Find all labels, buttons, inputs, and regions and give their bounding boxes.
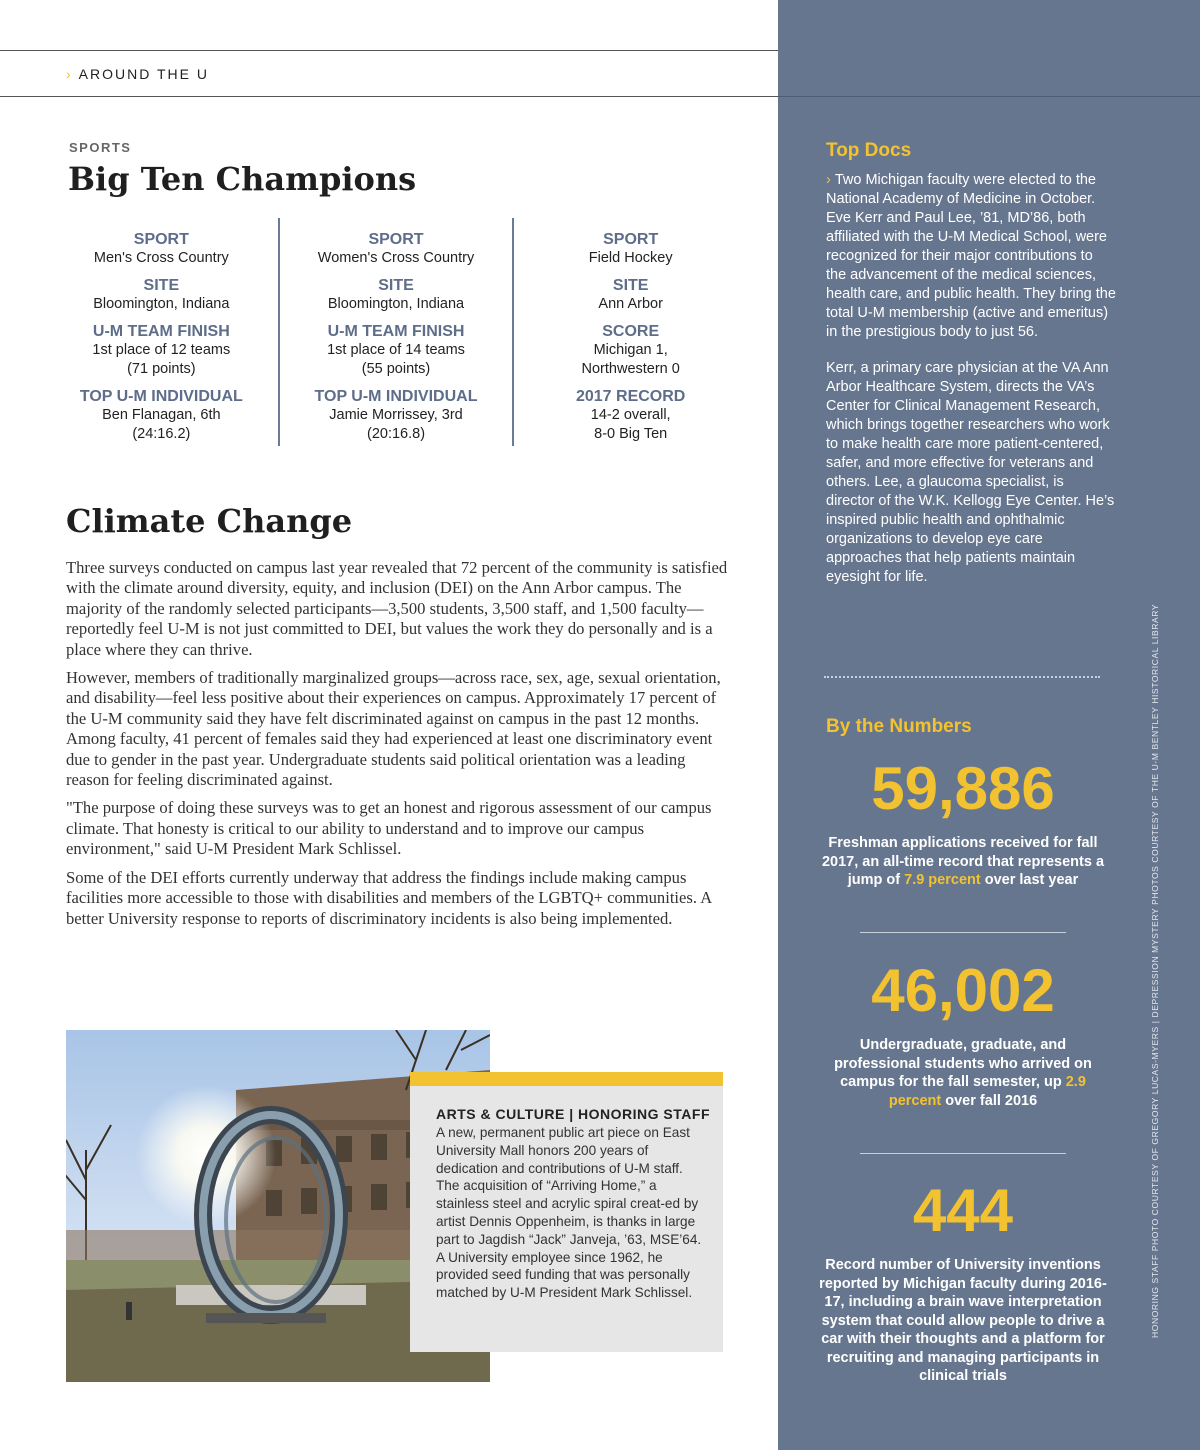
value: 1st place of 14 teams xyxy=(327,342,465,358)
top-docs-title: Top Docs xyxy=(826,140,912,161)
value: 8-0 Big Ten xyxy=(594,426,668,442)
top-rule xyxy=(0,50,778,51)
section-rule xyxy=(0,96,778,97)
arts-caption-body: A new, permanent public art piece on East University Mall honors 200 years of dedication and contributions of U-M staff. The acquisition of “Arriving Home,” a stainless steel and acrylic spiral creat-ed by artist Dennis Oppenheim, is thanks in large part to Jagdish “Jack” Janveja, ’63, MSE’64. A University employee since 1962, he provided seed funding that was personally matched by U-M President Mark Schlissel. xyxy=(436,1125,702,1301)
by-the-numbers-title: By the Numbers xyxy=(826,716,972,737)
value: Bloomington, Indiana xyxy=(327,296,465,312)
stat-value: 444 xyxy=(912,1177,1014,1244)
value: 14-2 overall, xyxy=(590,407,671,423)
big-ten-title: Big Ten Champions xyxy=(68,160,417,198)
photo-credit: HONORING STAFF PHOTO COURTESY OF GREGORY LUCAS-MYERS | DEPRESSION MYSTERY PHOTOS COURTESY OF THE U-M BENTLEY HISTORICAL LIBRARY xyxy=(1150,603,1160,1338)
value: Jamie Morrissey, 3rd xyxy=(329,407,463,423)
chevron-right-icon: › xyxy=(66,66,73,82)
value: Ben Flanagan, 6th xyxy=(102,407,221,423)
paragraph: However, members of traditionally marginalized groups—across race, sex, age, sexual orientation, and disability—feel less positive about their experiences on campus. Approximately 17 percent of the U-M community said they have felt discriminated against on campus in the past 12 months. Among faculty, 41 percent of females said they had experienced at least one discriminatory event due to gender in the past year. Undergraduate students said political orientation was a leading reason for feeling discriminated against. xyxy=(66,668,721,790)
label: U-M TEAM FINISH xyxy=(327,323,465,340)
top-docs-body xyxy=(826,171,1116,604)
value: Michigan 1, xyxy=(593,342,668,358)
value: (20:16.8) xyxy=(366,426,426,442)
value: 1st place of 12 teams xyxy=(92,342,231,358)
stat-description xyxy=(818,1036,1108,1110)
stat-highlight: 7.9 percent xyxy=(904,872,981,888)
label: TOP U-M INDIVIDUAL xyxy=(314,388,478,405)
sports-kicker: SPORTS xyxy=(69,140,132,155)
stat-description xyxy=(818,834,1108,890)
value: Northwestern 0 xyxy=(581,361,680,377)
dotted-divider xyxy=(824,676,1100,678)
sidebar-rule xyxy=(778,96,1200,97)
stat-text: over fall 2016 xyxy=(941,1092,1038,1109)
stat-divider xyxy=(860,932,1066,933)
value: Men's Cross Country xyxy=(93,250,229,266)
stat-divider xyxy=(860,1153,1066,1154)
chevron-right-icon: › xyxy=(826,172,831,188)
paragraph: Three surveys conducted on campus last year revealed that 72 percent of the community is satisfied with the climate around diversity, equity, and inclusion (DEI) on the Ann Arbor campus. The majority of the randomly selected participants—3,500 students, 3,500 staff, and 1,500 faculty—reportedly feel U-M is not just committed to DEI, but values the work they do personally and is a place where they can thrive. xyxy=(66,558,728,659)
value: Women's Cross Country xyxy=(317,250,475,266)
label: SPORT xyxy=(603,231,659,248)
paragraph-text: Two Michigan faculty were elected to the National Academy of Medicine in October. Eve Kerr and Paul Lee, ’81, MD’86, both affiliated with the U-M Medical School, were recognized for their major contributions to the advancement of the medical sciences, health care, and public health. They bring the total U-M membership (active and emeritus) in the prestigious body to just 56. xyxy=(826,172,1116,340)
champion-column-field-hockey xyxy=(512,218,747,446)
label: SITE xyxy=(612,277,649,294)
section-label xyxy=(66,66,209,82)
stat-text: Undergraduate, graduate, and professional students who arrived on campus for the fall semester, up xyxy=(834,1037,1092,1090)
paragraph: "The purpose of doing these surveys was to get an honest and rigorous assessment of our campus climate. That honesty is critical to our ability to understand and to improve our campus environment," said U-M President Mark Schlissel. xyxy=(66,798,712,859)
arts-caption-heading: ARTS & CULTURE | HONORING STAFF xyxy=(436,1106,710,1122)
value: (71 points) xyxy=(127,361,196,377)
stat-students-enrolled xyxy=(818,958,1108,1110)
label: TOP U-M INDIVIDUAL xyxy=(79,388,243,405)
champion-column-womens-xc xyxy=(278,218,513,446)
value: Ann Arbor xyxy=(598,296,663,312)
label: SITE xyxy=(143,277,180,294)
champion-column-mens-xc xyxy=(45,218,278,446)
stat-value: 59,886 xyxy=(871,755,1055,822)
stat-description: Record number of University inventions reported by Michigan faculty during 2016-17, including a brain wave interpretation system that could allow people to drive a car with their thoughts and a platform for recruiting and managing participants in clinical trials xyxy=(819,1257,1107,1384)
stat-highlight: 2.9 percent xyxy=(888,1074,1086,1109)
label: SITE xyxy=(378,277,414,294)
paragraph: Some of the DEI efforts currently underway that address the findings include making campus facilities more accessible to those with disabilities and members of the LGBTQ+ communities. A better University response to reports of discriminatory incidents is also being implemented. xyxy=(66,867,712,928)
climate-title: Climate Change xyxy=(66,502,353,540)
stat-value: 46,002 xyxy=(871,957,1055,1024)
paragraph xyxy=(826,171,1116,342)
label: U-M TEAM FINISH xyxy=(92,323,230,340)
label: 2017 RECORD xyxy=(575,388,686,405)
section-label-text: AROUND THE U xyxy=(78,66,209,82)
stat-text: over last year xyxy=(980,872,1079,888)
label: SPORT xyxy=(133,231,189,248)
value: Field Hockey xyxy=(588,250,673,266)
stat-freshman-applications xyxy=(818,756,1108,890)
label: SPORT xyxy=(368,231,424,248)
value: (55 points) xyxy=(361,361,431,377)
climate-article xyxy=(66,558,728,937)
champions-table xyxy=(45,218,747,446)
stat-inventions xyxy=(818,1178,1108,1386)
value: Bloomington, Indiana xyxy=(93,296,230,312)
paragraph: Kerr, a primary care physician at the VA Ann Arbor Healthcare System, directs the VA’s Center for Clinical Management Research, which brings together researchers who work to make health care more patient-centered, safer, and more effective for veterans and others. Lee, a glaucoma specialist, is director of the W.K. Kellogg Eye Center. He’s inspired public health and ophthalmic organizations to develop eye care approaches that help patients maintain eyesight for life. xyxy=(826,360,1115,585)
stat-text: Freshman applications received for fall 2017, an all-time record that represents a jump of xyxy=(821,835,1105,888)
arts-caption-box xyxy=(410,1072,723,1352)
sidebar xyxy=(778,0,1200,1450)
value: (24:16.2) xyxy=(132,426,191,442)
label: SCORE xyxy=(602,323,660,340)
